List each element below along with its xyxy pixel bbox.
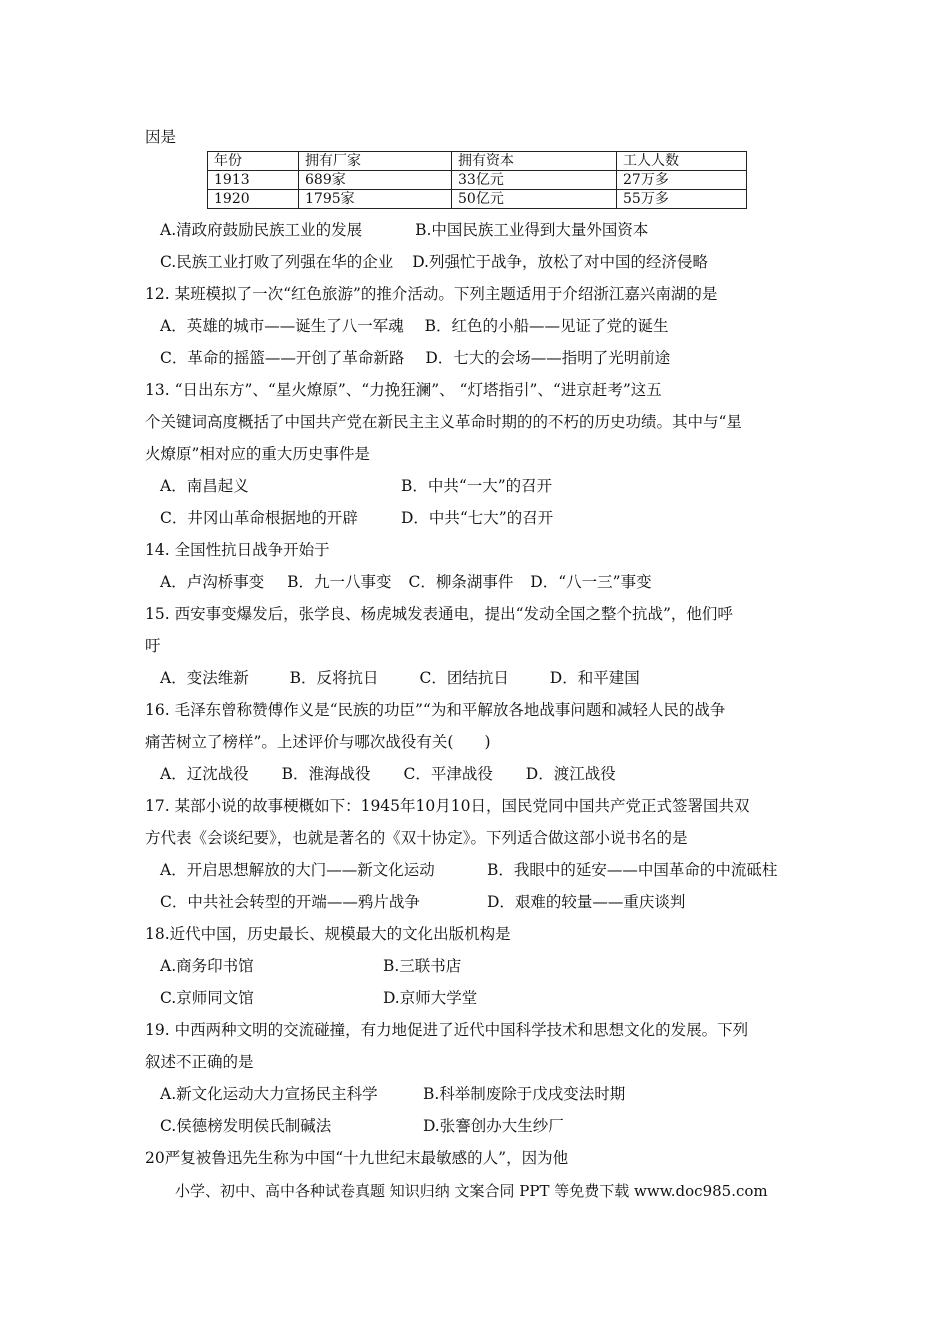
q17-stem-line2: 方代表《会谈纪要》，也就是著名的《双十协定》。下列适合做这部小说书名的是 [145,829,688,847]
q11-options-row1 [160,220,648,240]
q17-options-row1 [160,860,777,880]
table-header-cell: 拥有资本 [452,152,617,171]
q15-stem-line1: 15. 西安事变爆发后，张学良、杨虎城发表通电，提出“发动全国之整个抗战”，他们呼 [145,605,733,623]
option-d: D.张謇创办大生纱厂 [422,1117,564,1135]
option-d: D.列强忙于战争，放松了对中国的经济侵略 [412,253,708,271]
option-c: C．革命的摇篮——开创了革命新路 [160,349,405,367]
table-cell: 55万多 [617,190,747,209]
q14-stem: 14. 全国性抗日战争开始于 [145,541,330,559]
q19-stem-line2: 叙述不正确的是 [145,1053,254,1071]
option-b: B．九一八事变 [287,573,392,591]
option-a: A.商务印书馆 [160,957,254,975]
q17-options-row2 [160,892,685,912]
table-header-row [208,152,747,171]
option-c: C.民族工业打败了列强在华的企业 [160,253,394,271]
q11-table [207,151,747,209]
table-row [208,171,747,190]
option-d: D．“八一三”事变 [530,573,652,591]
option-d: D．中共“七大”的召开 [400,509,554,527]
option-a: A.新文化运动大力宣扬民主科学 [160,1085,378,1103]
option-b: B．中共“一大”的召开 [400,477,553,495]
option-c: C．平津战役 [403,765,493,783]
option-d: D．和平建国 [549,669,640,687]
option-d: D．七大的会场——指明了光明前途 [425,349,671,367]
option-d: D．艰难的较量——重庆谈判 [486,893,686,911]
q15-stem-line2: 吁 [145,637,161,655]
option-a: A．南昌起义 [160,477,249,495]
option-a: A．开启思想解放的大门——新文化运动 [160,861,435,879]
option-c: C.京师同文馆 [160,989,254,1007]
q18-options-row2 [160,988,477,1008]
q19-options-row2 [160,1116,564,1136]
option-d: D.京师大学堂 [382,989,478,1007]
q12-options-row1 [160,316,669,336]
option-a: A．英雄的城市——诞生了八一军魂 [160,317,404,335]
option-a: A．辽沈战役 [160,765,249,783]
q17-stem-line1: 17. 某部小说的故事梗概如下：1945年10月10日，国民党同中国共产党正式签署国共双 [145,797,750,815]
q13-options-row1 [160,476,552,496]
q18-options-row1 [160,956,461,976]
table-cell: 689家 [299,171,452,190]
option-c: C．井冈山革命根据地的开辟 [160,509,358,527]
table-row [208,190,747,209]
q20-stem: 20严复被鲁迅先生称为中国“十九世纪末最敏感的人”，因为他 [145,1149,569,1167]
table-header-cell: 工人人数 [617,152,747,171]
table-cell: 1795家 [299,190,452,209]
q14-options [160,572,652,592]
q12-options-row2 [160,348,670,368]
option-a: A.清政府鼓励民族工业的发展 [160,221,363,239]
q12-stem: 12. 某班模拟了一次“红色旅游”的推介活动。下列主题适用于介绍浙江嘉兴南湖的是 [145,285,718,303]
option-a: A．变法维新 [160,669,249,687]
option-c: C.侯德榜发明侯氏制碱法 [160,1117,332,1135]
q18-stem: 18.近代中国，历史最长、规模最大的文化出版机构是 [145,925,511,943]
page-footer: 小学、初中、高中各种试卷真题 知识归纳 文案合同 PPT 等免费下载 www.doc985.com [175,1182,768,1200]
q16-options [160,764,616,784]
q13-stem-line1: 13. “日出东方”、“星火燎原”、“力挽狂澜”、 “灯塔指引”、“进京赶考”这五 [145,381,662,399]
option-b: B．淮海战役 [281,765,371,783]
q11-stem-tail: 因是 [145,128,177,146]
table-header-cell: 拥有厂家 [299,152,452,171]
option-c: C．中共社会转型的开端——鸦片战争 [160,893,420,911]
option-a: A．卢沟桥事变 [160,573,265,591]
table-cell: 1920 [208,190,299,209]
option-b: B.中国民族工业得到大量外国资本 [415,221,649,239]
option-c: C．柳条湖事件 [408,573,514,591]
q11-options-row2 [160,252,708,272]
q13-stem-line3: 火燎原”相对应的重大历史事件是 [145,445,370,463]
option-b: B.科举制废除于戊戌变法时期 [422,1085,626,1103]
option-d: D．渡江战役 [525,765,616,783]
table-cell: 27万多 [617,171,747,190]
option-b: B．我眼中的延安——中国革命的中流砥柱 [486,861,778,879]
table-cell: 1913 [208,171,299,190]
table-cell: 50亿元 [452,190,617,209]
q13-stem-line2: 个关键词高度概括了中国共产党在新民主主义革命时期的的不朽的历史功绩。其中与“星 [145,413,742,431]
option-b: B.三联书店 [382,957,462,975]
option-c: C．团结抗日 [419,669,509,687]
q16-stem-line2: 痛苦树立了榜样”。上述评价与哪次战役有关( ) [145,733,491,751]
q15-options [160,668,640,688]
table-header-cell: 年份 [208,152,299,171]
q19-options-row1 [160,1084,625,1104]
option-b: B．反将抗日 [289,669,379,687]
q19-stem-line1: 19. 中西两种文明的交流碰撞，有力地促进了近代中国科学技术和思想文化的发展。下列 [145,1021,749,1039]
q13-options-row2 [160,508,553,528]
table-cell: 33亿元 [452,171,617,190]
q16-stem-line1: 16. 毛泽东曾称赞傅作义是“民族的功臣”“为和平解放各地战事问题和减轻人民的战争 [145,701,726,719]
option-b: B．红色的小船——见证了党的诞生 [424,317,669,335]
